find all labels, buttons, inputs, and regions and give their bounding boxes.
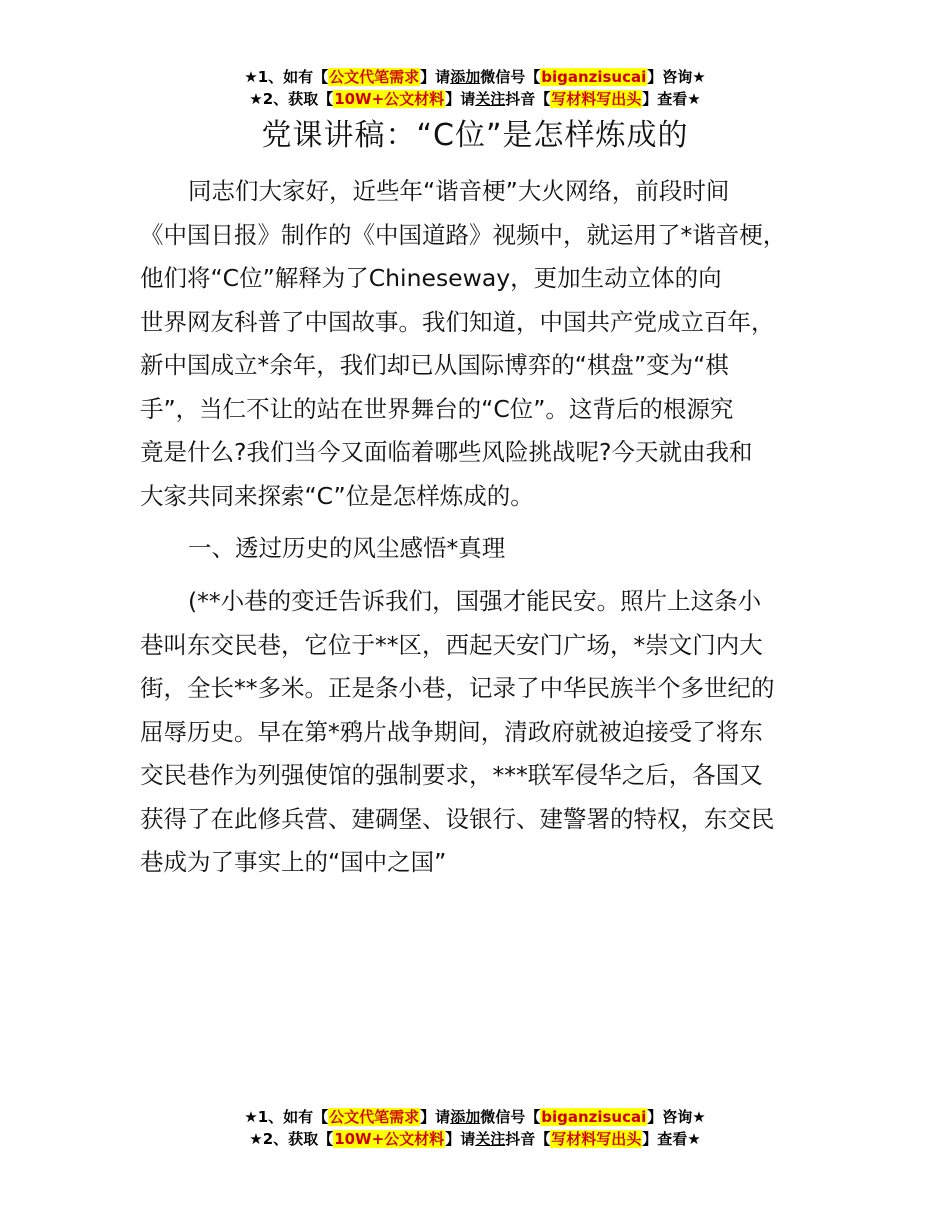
header-promo-banner (0, 66, 950, 110)
paragraph-history (140, 580, 830, 885)
text-line: 巷叫东交民巷，它位于**区，西起天安门广场，*崇文门内大 (140, 630, 763, 659)
text-line: 手”，当仁不让的站在世界舞台的“C位”。这背后的根源究 (140, 394, 734, 423)
promo-line-1: ★1、如有【公文代笔需求】请添加微信号【biganzisucai】咨询★ (244, 68, 706, 86)
text-line: 获得了在此修兵营、建碉堡、设银行、建警署的特权，东交民 (140, 804, 775, 833)
text-line: 巷成为了事实上的“国中之国” (140, 848, 447, 876)
promo-line-1: ★1、如有【公文代笔需求】请添加微信号【biganzisucai】咨询★ (244, 1108, 706, 1126)
promo-highlight: biganzisucai (541, 68, 647, 86)
promo-highlight: 写材料写出头 (551, 90, 642, 108)
text-line: (**小巷的变迁告诉我们，国强才能民安。照片上这条小 (188, 587, 762, 615)
promo-highlight: 10W+公文材料 (334, 1130, 445, 1148)
paragraph-intro (140, 170, 830, 518)
promo-line-2: ★2、获取【10W+公文材料】请关注抖音【写材料写出头】查看★ (249, 1130, 701, 1148)
text-line: 同志们大家好，近些年“谐音梗”大火网络，前段时间 (188, 177, 730, 205)
footer-promo-banner (0, 1106, 950, 1150)
promo-highlight: biganzisucai (541, 1108, 647, 1126)
text-line: 屈辱历史。早在第*鸦片战争期间，清政府就被迫接受了将东 (140, 717, 763, 746)
text-line: 世界网友科普了中国故事。我们知道，中国共产党成立百年， (140, 307, 775, 336)
promo-highlight: 公文代笔需求 (329, 68, 420, 86)
text-line: 大家共同来探索“C”位是怎样炼成的。 (140, 481, 534, 510)
document-title: 党课讲稿：“C位”是怎样炼成的 (261, 118, 689, 153)
section-heading: 一、透过历史的风尘感悟*真理 (188, 534, 506, 562)
text-line: 他们将“C位”解释为了Chineseway，更加生动立体的向 (140, 264, 722, 292)
promo-highlight: 写材料写出头 (551, 1130, 642, 1148)
promo-line-2: ★2、获取【10W+公文材料】请关注抖音【写材料写出头】查看★ (249, 90, 701, 108)
text-line: 竟是什么?我们当今又面临着哪些风险挑战呢?今天就由我和 (140, 438, 753, 466)
text-line: 街，全长**多米。正是条小巷，记录了中华民族半个多世纪的 (140, 674, 775, 702)
promo-highlight: 公文代笔需求 (329, 1108, 420, 1126)
text-line: 《中国日报》制作的《中国道路》视频中，就运用了*谐音梗， (140, 220, 787, 249)
text-line: 交民巷作为列强使馆的强制要求，***联军侵华之后，各国又 (140, 761, 763, 789)
text-line: 新中国成立*余年，我们却已从国际博弈的“棋盘”变为“棋 (140, 351, 729, 379)
promo-highlight: 10W+公文材料 (334, 90, 445, 108)
